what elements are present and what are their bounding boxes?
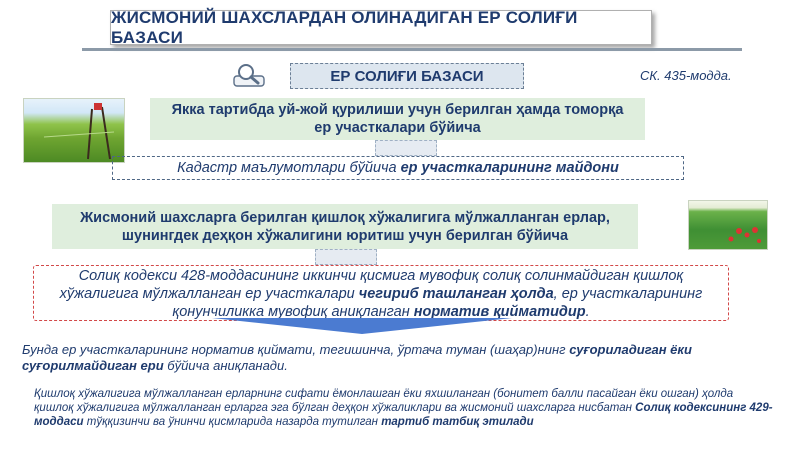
page-title-text: ЖИСМОНИЙ ШАХСЛАРДАН ОЛИНАДИГАН ЕР СОЛИҒИ БАЗАСИ [111, 7, 578, 47]
soil-quality-note [34, 387, 774, 429]
tax-line-3-text: қонунчиликка мувофиқ аниқланган [172, 304, 410, 320]
cadastral-area-box [112, 156, 684, 180]
note-tail: бўйича аниқланади. [167, 358, 288, 373]
tax-line-2-bold: чегириб ташланган ҳолда [358, 286, 554, 302]
homestead-land-box [150, 98, 645, 140]
tax-line-2-text: хўжалигига мўлжалланган ер участкалари [59, 286, 355, 302]
note-bold: суғориладиган ёки суғорилмайдиган ери [22, 342, 692, 373]
cadastral-bold-text: ер участкаларининг майдони [400, 160, 619, 176]
agricultural-line-2: шунингдек деҳқон хўжалигини юритиш учун берилган бўйича [121, 227, 569, 244]
connector [375, 140, 437, 156]
normative-value-box [33, 265, 729, 321]
land-tax-base-text: ЕР СОЛИҒИ БАЗАСИ [330, 67, 484, 85]
tax-line-3-tail: . [585, 304, 590, 320]
cadastral-text: Кадастр маълумотлари бўйича [177, 160, 397, 176]
land-tax-base-label [290, 63, 524, 89]
quality-text: Қишлоқ хўжалигига мўлжалланган ерларнинг сифати ёмонлашган ёки яхшиланган (бонитет балли пасайган ёки ошган) ҳолда қишлоқ хўжалигига мўлжалланган ерларга эга бўлган деҳқон хўжаликлари ва жисмоний шахсларга нисбатан [34, 388, 734, 414]
search-icon [232, 62, 266, 88]
article-reference: СК. 435-модда. [640, 68, 732, 83]
quality-mid: тўққизинчи ва ўнинчи қисмларида назарда тутилган [86, 416, 378, 428]
field-photo [23, 98, 125, 163]
tax-line-1: Солиқ кодекси 428-моддасининг иккинчи қисмига мувофиқ солиқ солинмайдиган қишлоқ [78, 268, 684, 284]
agricultural-line-1: Жисмоний шахсларга берилган қишлоқ хўжалигига мўлжалланган ерлар, [80, 209, 610, 226]
tax-line-3-bold: норматив қийматидир [413, 304, 586, 320]
down-arrow-icon [212, 318, 512, 334]
note-text: Бунда ер участкаларининг норматив қиймати, тегишинча, ўртача туман (шаҳар)нинг [22, 342, 566, 357]
agricultural-land-box [52, 204, 638, 249]
tax-line-2-tail: , ер участкаларининг [553, 286, 703, 302]
quality-bold-1: Солиқ кодексининг 429-моддаси [34, 402, 773, 428]
quality-bold-2: тартиб татбиқ этилади [381, 416, 534, 428]
farmland-photo [688, 200, 768, 250]
homestead-line-1: Якка тартибда уй-жой қурилиши учун берилган ҳамда томорқа [171, 102, 624, 118]
title-divider [82, 48, 742, 51]
normative-note [22, 342, 762, 374]
page-title [110, 7, 652, 47]
tax-line-2 [34, 285, 728, 303]
homestead-line-2: ер участкалари бўйича [314, 120, 481, 136]
connector [315, 249, 377, 265]
